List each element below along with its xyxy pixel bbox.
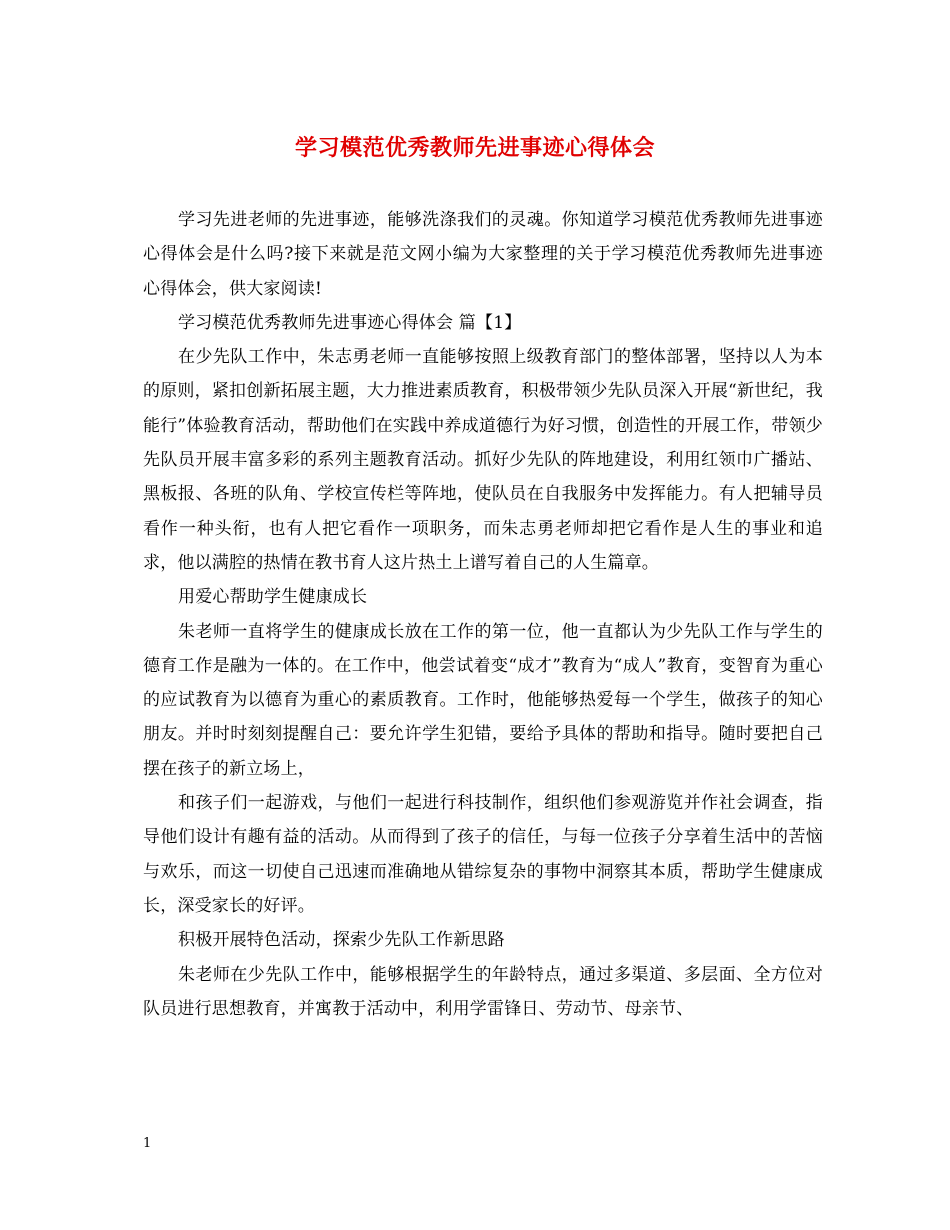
paragraph-body: 朱老师在少先队工作中，能够根据学生的年龄特点，通过多渠道、多层面、全方位对队员进行思想教育，并寓教于活动中，利用学雷锋日、劳动节、母亲节、 [143, 964, 823, 1019]
page-number: 1 [143, 1136, 152, 1151]
paragraph-section-heading: 学习模范优秀教师先进事迹心得体会 篇【1】 [178, 312, 522, 333]
paragraph-subheading: 积极开展特色活动，探索少先队工作新思路 [178, 930, 505, 951]
paragraph-body: 和孩子们一起游戏，与他们一起进行科技制作，组织他们参观游览并作社会调查，指导他们设计有趣有益的活动。从而得到了孩子的信任，与每一位孩子分享着生活中的苦恼与欢乐，而这一切使自己迅速而准确地从错综复杂的事物中洞察其本质，帮助学生健康成长，深受家长的好评。 [143, 793, 823, 916]
paragraph-body: 在少先队工作中，朱志勇老师一直能够按照上级教育部门的整体部署，坚持以人为本的原则，紧扣创新拓展主题，大力推进素质教育，积极带领少先队员深入开展“新世纪，我能行”体验教育活动，帮助他们在实践中养成道德行为好习惯，创造性的开展工作，带领少先队员开展丰富多彩的系列主题教育活动。抓好少先队的阵地建设，利用红领巾广播站、黑板报、各班的队角、学校宣传栏等阵地，使队员在自我服务中发挥能力。有人把辅导员看作一种头衔，也有人把它看作一项职务，而朱志勇老师却把它看作是人生的事业和追求，他以满腔的热情在教书育人这片热土上谱写着自己的人生篇章。 [143, 347, 823, 573]
document-body [143, 203, 823, 1026]
paragraph-intro: 学习先进老师的先进事迹，能够洗涤我们的灵魂。你知道学习模范优秀教师先进事迹心得体会是什么吗?接下来就是范文网小编为大家整理的关于学习模范优秀教师先进事迹心得体会，供大家阅读! [143, 210, 823, 299]
document-title: 学习模范优秀教师先进事迹心得体会 [294, 135, 655, 161]
paragraph-body: 朱老师一直将学生的健康成长放在工作的第一位，他一直都认为少先队工作与学生的德育工作是融为一体的。在工作中，他尝试着变“成才”教育为“成人”教育，变智育为重心的应试教育为以德育为重心的素质教育。工作时，他能够热爱每一个学生，做孩子的知心朋友。并时时刻刻提醒自己：要允许学生犯错，要给予具体的帮助和指导。随时要把自己摆在孩子的新立场上， [143, 621, 823, 779]
paragraph-subheading: 用爱心帮助学生健康成长 [178, 587, 368, 608]
